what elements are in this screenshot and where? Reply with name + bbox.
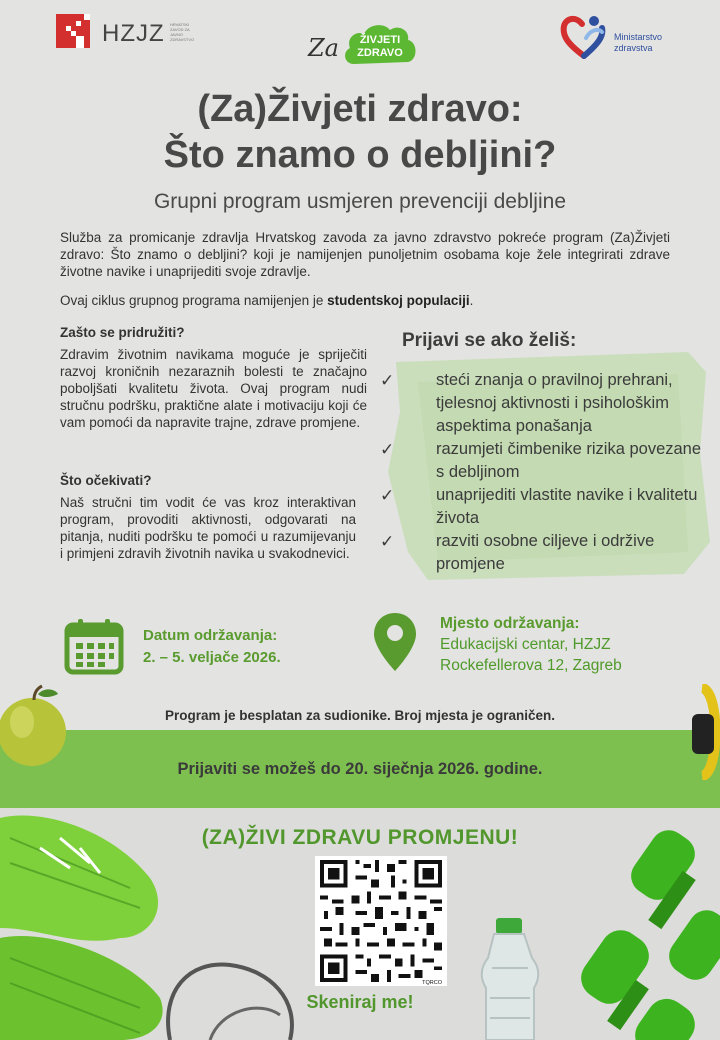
hzjz-logo	[56, 14, 196, 58]
audience-suffix: .	[469, 293, 474, 308]
what-to-expect-heading: Što očekivati?	[60, 473, 152, 488]
free-note: Program je besplatan za sudionike. Broj mjesta je ograničen.	[164, 708, 556, 723]
location-line2: Rockefellerova 12, Zagreb	[440, 657, 622, 674]
apple-image	[0, 682, 72, 768]
slogan: (ZA)ŽIVI ZDRAVU PROMJENU!	[201, 826, 519, 849]
page-title	[0, 86, 720, 178]
audience-highlight: studentskoj populaciji	[327, 293, 470, 308]
signup-item: ✓ razviti osobne ciljeve i održive promjene	[380, 532, 655, 573]
audience-prefix: Ovaj ciklus grupnog programa namijenjen je	[60, 293, 328, 308]
location-label: Mjesto održavanja:	[440, 615, 580, 632]
ministry-heart-icon	[560, 12, 608, 60]
campaign-line1: ŽIVJETI	[359, 34, 401, 46]
ministry-logo	[560, 12, 690, 62]
stethoscope-image	[150, 920, 320, 1040]
signup-item: ✓ steći znanja o pravilnoj prehrani, tjelesnoj aktivnosti i psihološkim aspektima ponašanja	[380, 371, 673, 435]
intro-paragraph: Služba za promicanje zdravlja Hrvatskog zavoda za javno zdravstvo pokreće program (Za)Živjeti zdravo: Što znamo o debljini? koji je namijenjen punoljetnim osobama koje žele integrirati zdrave životne navike i unaprijediti svoje zdravlje.	[60, 230, 670, 279]
campaign-cloud-logo	[342, 20, 418, 70]
date-value: 2. – 5. veljače 2026.	[143, 649, 281, 666]
signup-item: ✓ unaprijediti vlastite navike i kvalitetu života	[380, 486, 698, 527]
fitness-tracker-image	[680, 684, 720, 780]
scan-me-label: Skeniraj me!	[306, 992, 414, 1012]
campaign-line2: ZDRAVO	[357, 47, 403, 59]
hzjz-name: HZJZ	[102, 20, 165, 47]
page-subtitle: Grupni program usmjeren prevenciji debljine	[153, 190, 567, 213]
deadline-text: Prijaviti se možeš do 20. siječnja 2026. godine.	[177, 760, 543, 778]
hzjz-mark-icon	[56, 14, 90, 48]
ministry-line1: Ministarstvo	[614, 32, 663, 42]
zivjeti-zdravo-logo	[308, 20, 418, 68]
signup-list	[380, 369, 710, 576]
hzjz-subtitle: HRVATSKI ZAVOD ZA JAVNO ZDRAVSTVO	[170, 22, 195, 42]
ministry-line2: zdravstva	[614, 43, 653, 53]
why-join-heading: Zašto se pridružiti?	[60, 325, 185, 340]
checkmark-icon: ✓	[380, 440, 395, 459]
checkmark-icon: ✓	[380, 371, 395, 390]
audience-paragraph	[60, 292, 670, 309]
title-line2: Što znamo o debljini?	[163, 134, 557, 176]
calendar-icon	[64, 617, 124, 675]
qr-code[interactable]	[315, 856, 447, 986]
event-location	[440, 613, 622, 676]
checkmark-icon: ✓	[380, 486, 395, 505]
campaign-za: Za	[308, 34, 339, 62]
what-to-expect-text: Naš stručni tim vodit će vas kroz interaktivan program, provoditi aktivnosti, odgovarati na pitanja, nuditi podršku te pomoći u razumijevanju i primjeni zdravih životnih navika u svakodnevici.	[60, 495, 356, 561]
dumbbells-image	[580, 820, 720, 1040]
water-bottle-image	[470, 918, 560, 1040]
title-line1: (Za)Živjeti zdravo:	[197, 88, 523, 130]
event-date	[143, 625, 281, 669]
qr-watermark: TQRCO	[422, 980, 443, 986]
location-line1: Edukacijski centar, HZJZ	[440, 636, 611, 653]
ministry-name	[614, 32, 662, 54]
checkmark-icon: ✓	[380, 532, 395, 551]
location-pin-icon	[372, 611, 418, 673]
date-label: Datum održavanja:	[143, 627, 278, 644]
signup-item: ✓ razumjeti čimbenike rizika povezane s debljinom	[380, 440, 702, 481]
why-join-text: Zdravim životnim navikama moguće je spriječiti razvoj kroničnih nezaraznih bolesti te značajno poboljšati kvalitetu života. Ovaj program nudi stručnu podršku, praktične alate i motivaciju koji će vam pomoći da napravite trajne, zdrave promjene.	[60, 347, 367, 430]
signup-heading: Prijavi se ako želiš:	[402, 330, 577, 351]
